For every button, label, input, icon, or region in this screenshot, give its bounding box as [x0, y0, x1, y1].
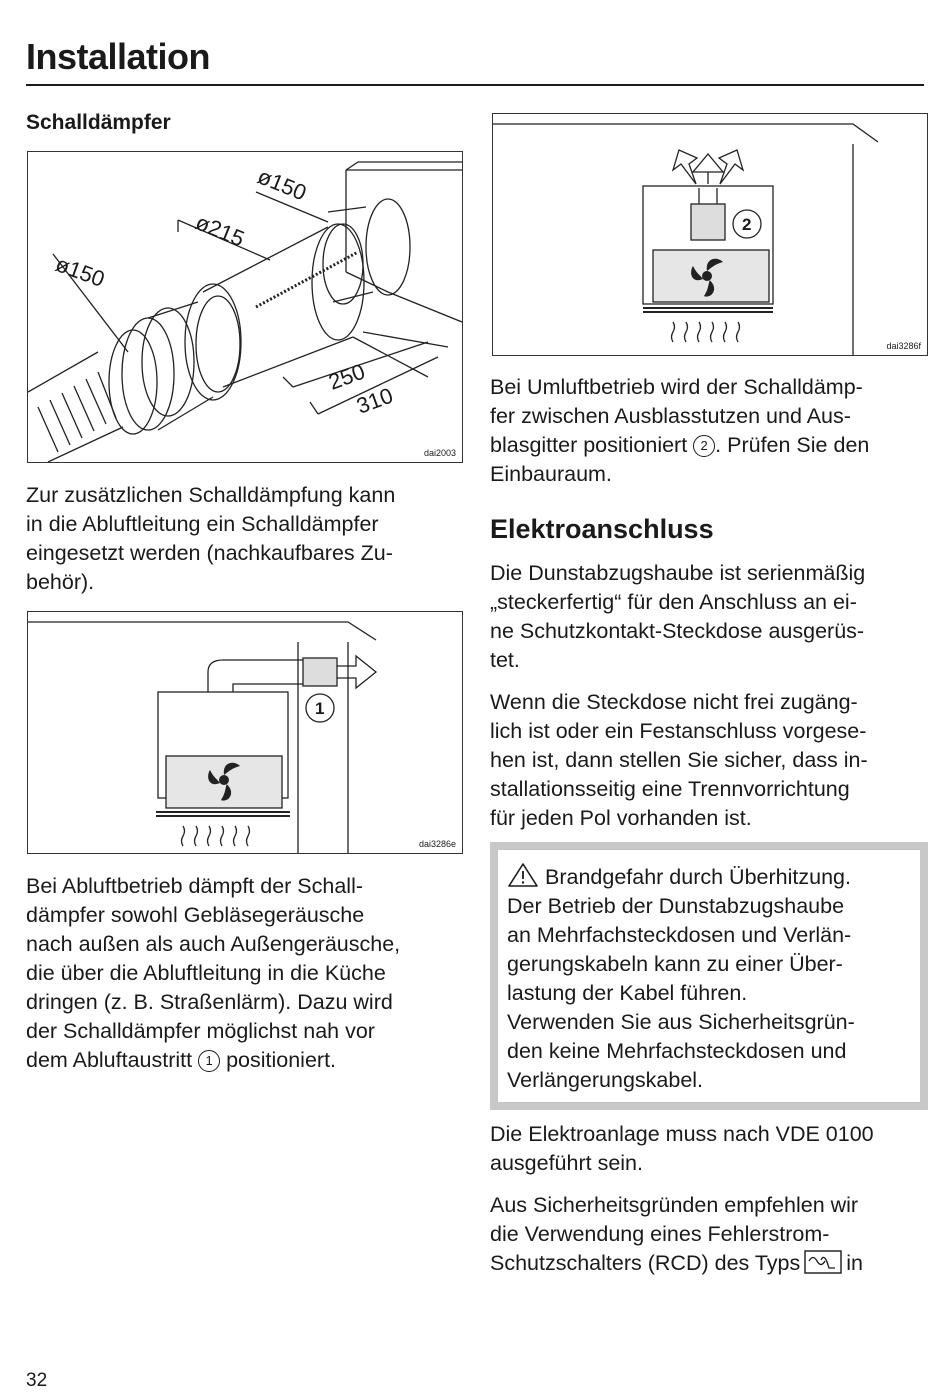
text-fragment: in — [846, 1251, 863, 1275]
text-line: Wenn die Steckdose nicht frei zugäng- — [490, 690, 858, 714]
text-line: dringen (z. B. Straßenlärm). Dazu wird — [26, 990, 393, 1014]
text-line: fer zwischen Ausblasstutzen und Aus- — [490, 404, 851, 428]
marker-1: 1 — [315, 699, 325, 718]
warning-triangle-icon — [507, 862, 539, 888]
figure-code: dai2003 — [423, 448, 456, 458]
text-line: ne Schutzkontakt-Steckdose ausgerüs- — [490, 619, 865, 643]
paragraph-exhaust — [26, 872, 456, 1075]
marker-2: 2 — [742, 215, 752, 234]
marker-1-inline: 1 — [198, 1050, 220, 1072]
paragraph-intro — [26, 481, 456, 597]
text-line: lastung der Kabel führen. — [507, 981, 748, 1005]
page-title: Installation — [26, 36, 211, 77]
text-line: der Schalldämpfer möglichst nah vor — [26, 1019, 375, 1043]
page-number: 32 — [26, 1370, 48, 1391]
warning-title-text: Brandgefahr durch Überhitzung. — [545, 865, 851, 889]
text-line — [26, 1046, 456, 1075]
paragraph-disconnect — [490, 688, 930, 833]
muffler-drawing — [28, 152, 462, 462]
heading-schalldaempfer: Schalldämpfer — [26, 111, 171, 134]
figure-code: dai3286e — [418, 839, 456, 849]
text-fragment: positioniert. — [220, 1048, 337, 1072]
dimension-label-310: 310 — [353, 382, 397, 419]
recirculation-drawing — [493, 114, 927, 355]
text-line: nach außen als auch Außengeräusche, — [26, 932, 401, 956]
text-line: Verwenden Sie aus Sicherheitsgrün- — [507, 1010, 855, 1034]
paragraph-plug-ready — [490, 559, 930, 675]
text-line: Verlängerungskabel. — [507, 1068, 704, 1092]
text-line: stallationsseitig eine Trennvorrichtung — [490, 777, 850, 801]
text-line: an Mehrfachsteckdosen und Verlän- — [507, 923, 852, 947]
dimension-label-body: ø215 — [192, 209, 248, 252]
text-line: gerungskabeln kann zu einer Über- — [507, 952, 843, 976]
dimension-label-outlet: ø150 — [254, 163, 310, 206]
text-line: ausgeführt sein. — [490, 1151, 643, 1175]
text-line — [490, 1249, 930, 1278]
text-line: in die Abluftleitung ein Schalldämpfer — [26, 512, 379, 536]
text-line: dämpfer sowohl Gebläsegeräusche — [26, 903, 365, 927]
text-line — [490, 431, 930, 460]
text-line: die Verwendung eines Fehlerstrom- — [490, 1222, 830, 1246]
figure-code: dai3286f — [886, 341, 921, 351]
figure-muffler-dimensions — [27, 151, 463, 463]
text-line: hen ist, dann stellen Sie sicher, dass in- — [490, 748, 868, 772]
text-line: für jeden Pol vorhanden ist. — [490, 806, 752, 830]
marker-2-inline: 2 — [693, 435, 715, 457]
text-line: Einbauraum. — [490, 462, 612, 486]
text-line: Die Dunstabzugshaube ist serienmäßig — [490, 561, 866, 585]
exhaust-drawing — [28, 612, 462, 853]
dimension-label-inlet: ø150 — [52, 251, 108, 292]
text-line: eingesetzt werden (nachkaufbares Zu- — [26, 541, 393, 565]
text-line: „steckerfertig“ für den Anschluss an ei- — [490, 590, 857, 614]
figure-recirculation-mode — [492, 113, 928, 356]
paragraph-vde — [490, 1120, 930, 1178]
title-rule — [26, 84, 924, 86]
text-line: die über die Abluftleitung in die Küche — [26, 961, 386, 985]
text-line: Aus Sicherheitsgründen empfehlen wir — [490, 1193, 859, 1217]
text-line: Bei Umluftbetrieb wird der Schalldämp- — [490, 375, 863, 399]
text-line: behör). — [26, 570, 95, 594]
text-fragment: Schutzschalters (RCD) des Typs — [490, 1251, 801, 1275]
warning-title — [507, 862, 910, 892]
paragraph-rcd — [490, 1191, 930, 1278]
text-line: lich ist oder ein Festanschluss vorgese- — [490, 719, 867, 743]
text-line: Zur zusätzlichen Schalldämpfung kann — [26, 483, 396, 507]
heading-elektroanschluss: Elektroanschluss — [490, 514, 714, 544]
text-fragment: blasgitter positioniert — [490, 433, 694, 457]
paragraph-recirculation — [490, 373, 930, 489]
rcd-type-symbol-icon — [804, 1250, 842, 1274]
text-fragment: dem Abluftaustritt — [26, 1048, 199, 1072]
text-line: Bei Abluftbetrieb dämpft der Schall- — [26, 874, 364, 898]
warning-box — [490, 842, 928, 1110]
text-line: Der Betrieb der Dunstabzugshaube — [507, 894, 845, 918]
figure-exhaust-mode — [27, 611, 463, 854]
text-line: Die Elektroanlage muss nach VDE 0100 — [490, 1122, 874, 1146]
dimension-label-250: 250 — [325, 358, 369, 395]
text-line: den keine Mehrfachsteckdosen und — [507, 1039, 847, 1063]
text-fragment: . Prüfen Sie den — [715, 433, 870, 457]
text-line: tet. — [490, 648, 520, 672]
